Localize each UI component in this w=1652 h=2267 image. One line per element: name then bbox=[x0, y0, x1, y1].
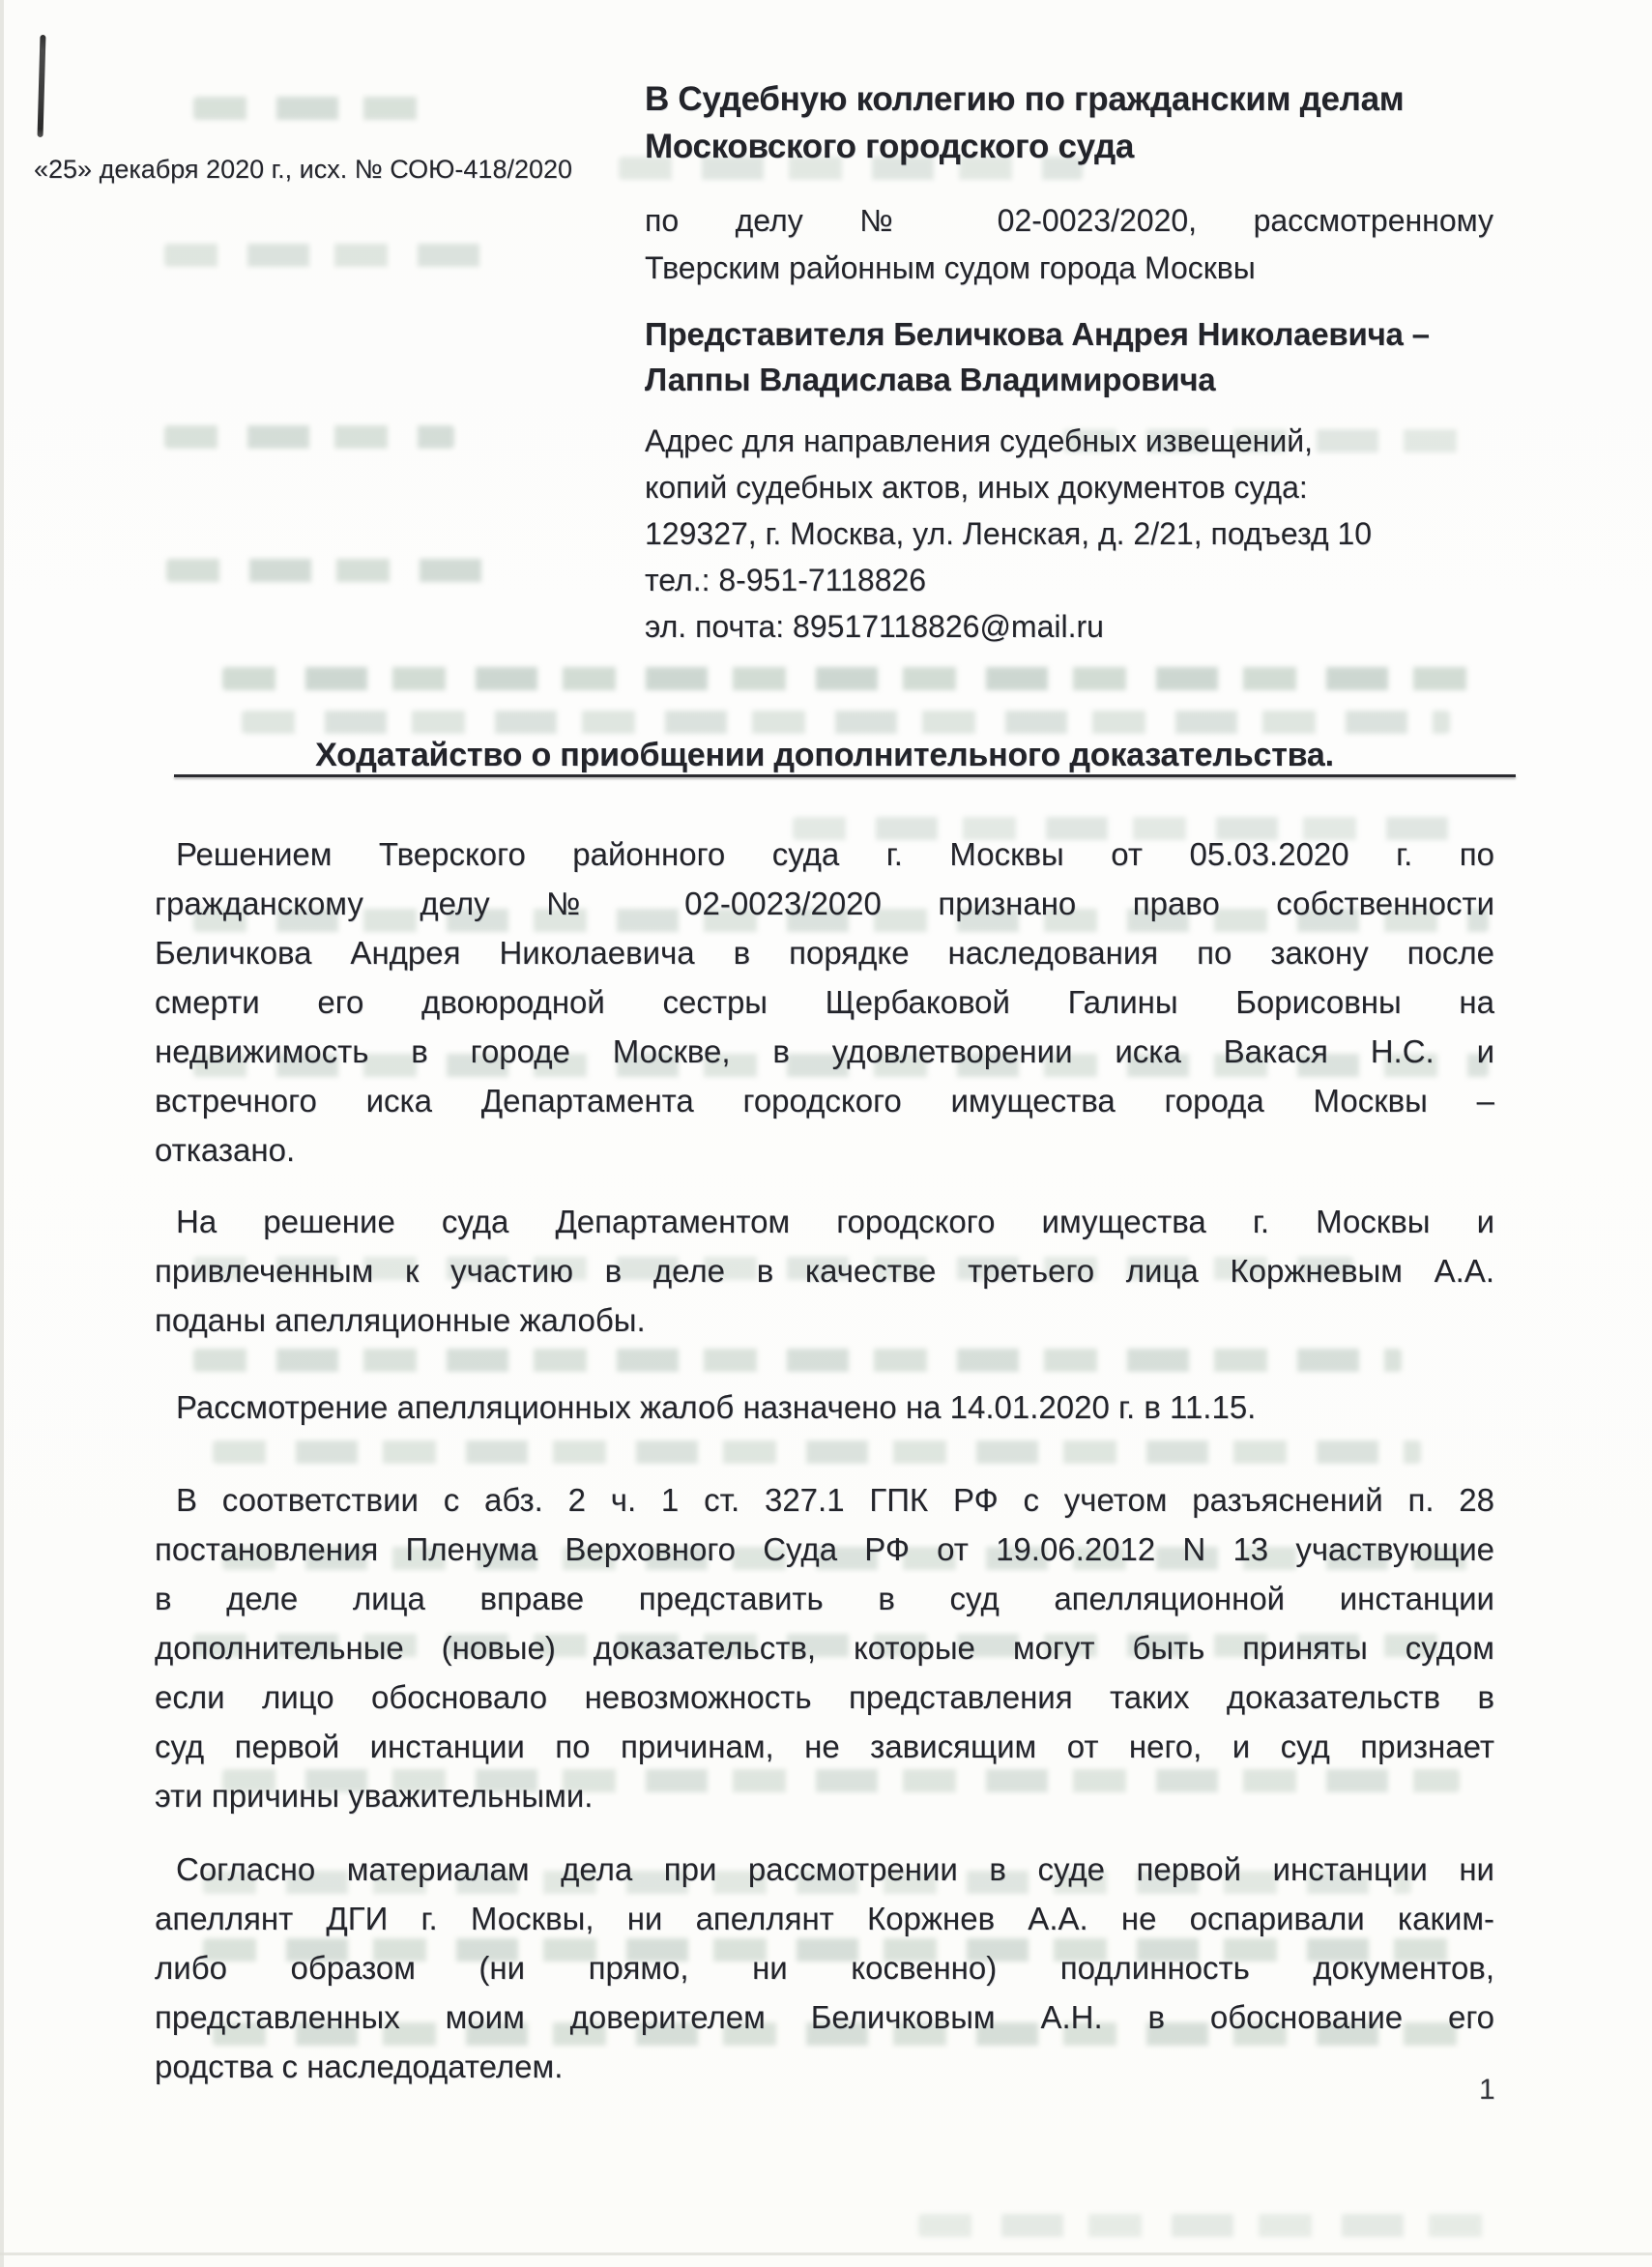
text-line: эл. почта: 89517118826@mail.ru bbox=[645, 609, 1104, 644]
bleed-through-artifact bbox=[222, 667, 1479, 690]
bleed-through-artifact bbox=[193, 97, 435, 120]
text-line: поданы апелляционные жалобы. bbox=[155, 1302, 646, 1338]
text-line: в деле лица вправе представить в суд апелляционной инстанции bbox=[155, 1581, 1494, 1616]
body-paragraph-3 bbox=[155, 1382, 1494, 1432]
text-line: апеллянт ДГИ г. Москвы, ни апеллянт Коржнев А.А. не оспаривали каким- bbox=[155, 1901, 1494, 1936]
bleed-through-artifact bbox=[193, 1349, 1402, 1372]
case-number-block bbox=[645, 197, 1493, 292]
text-line: На решение суда Департаментом городского имущества г. Москвы и bbox=[176, 1204, 1494, 1239]
body-paragraph-1 bbox=[155, 829, 1494, 1175]
bleed-through-artifact bbox=[213, 1440, 1421, 1464]
contact-details-block bbox=[645, 418, 1493, 650]
motion-title: Ходатайство о приобщении дополнительного доказательства. bbox=[315, 737, 1334, 773]
text-line: постановления Пленума Верховного Суда РФ от 19.06.2012 N 13 участвующие bbox=[155, 1531, 1494, 1567]
text-line: представленных моим доверителем Беличковым А.Н. в обоснование его bbox=[155, 1999, 1494, 2035]
bleed-through-artifact bbox=[166, 559, 505, 582]
text-line: по делу № 02-0023/2020, рассмотренному bbox=[645, 203, 1493, 238]
text-line: 129327, г. Москва, ул. Ленская, д. 2/21, подъезд 10 bbox=[645, 516, 1373, 551]
text-line: Беличкова Андрея Николаевича в порядке наследования по закону после bbox=[155, 935, 1494, 971]
body-paragraph-4 bbox=[155, 1475, 1494, 1820]
representative-block bbox=[645, 311, 1493, 402]
body-paragraph-5 bbox=[155, 1845, 1494, 2091]
text-line: эти причины уважительными. bbox=[155, 1778, 594, 1814]
text-line: недвижимость в городе Москве, в удовлетворении иска Вакася Н.С. и bbox=[155, 1033, 1494, 1069]
text-line: Представителя Беличкова Андрея Николаевича – bbox=[645, 316, 1430, 352]
text-line: копий судебных актов, иных документов суда: bbox=[645, 470, 1308, 505]
bleed-through-artifact bbox=[164, 425, 454, 449]
staple-scan-artifact bbox=[38, 35, 46, 137]
text-line: Решением Тверского районного суда г. Москвы от 05.03.2020 г. по bbox=[176, 836, 1494, 872]
text-line: Согласно материалам дела при рассмотрении в суде первой инстанции ни bbox=[176, 1851, 1494, 1887]
text-line: отказано. bbox=[155, 1132, 296, 1168]
bleed-through-artifact bbox=[242, 711, 1450, 734]
text-line: Московского городского суда bbox=[645, 128, 1135, 165]
bleed-through-artifact bbox=[164, 244, 483, 267]
text-line: В соответствии с абз. 2 ч. 1 ст. 327.1 ГПК РФ с учетом разъяснений п. 28 bbox=[176, 1482, 1494, 1518]
text-line: смерти его двоюродной сестры Щербаковой Галины Борисовны на bbox=[155, 984, 1494, 1020]
text-line: родства с наследодателем. bbox=[155, 2049, 564, 2084]
text-line: Адрес для направления судебных извещений, bbox=[645, 423, 1313, 458]
text-line: Тверским районным судом города Москвы bbox=[645, 250, 1256, 285]
text-line: тел.: 8-951-7118826 bbox=[645, 563, 927, 597]
text-line: гражданскому делу № 02-0023/2020 признано право собственности bbox=[155, 886, 1494, 921]
text-line: дополнительные (новые) доказательств, которые могут быть приняты судом bbox=[155, 1630, 1494, 1666]
text-line: либо образом (ни прямо, ни косвенно) подлинность документов, bbox=[155, 1950, 1494, 1986]
title-underline bbox=[174, 774, 1516, 777]
text-line: Рассмотрение апелляционных жалоб назначено на 14.01.2020 г. в 11.15. bbox=[176, 1389, 1257, 1425]
court-name-block bbox=[645, 75, 1493, 170]
body-paragraph-2 bbox=[155, 1197, 1494, 1345]
text-line: В Судебную коллегию по гражданским делам bbox=[645, 80, 1405, 118]
scan-left-edge bbox=[0, 0, 4, 2267]
date-reference-line: «25» декабря 2020 г., исх. № СОЮ-418/2020 bbox=[34, 155, 573, 184]
text-line: встречного иска Департамента городского имущества города Москвы – bbox=[155, 1083, 1494, 1119]
text-line: если лицо обосновало невозможность представления таких доказательств в bbox=[155, 1679, 1494, 1715]
text-line: привлеченным к участию в деле в качестве третьего лица Коржневым А.А. bbox=[155, 1253, 1494, 1289]
text-line: суд первой инстанции по причинам, не зависящим от него, и суд признает bbox=[155, 1729, 1494, 1764]
scan-bottom-edge bbox=[0, 2252, 1652, 2255]
page-number: 1 bbox=[1479, 2074, 1495, 2106]
text-line: Лаппы Владислава Владимировича bbox=[645, 362, 1216, 397]
bleed-through-artifact bbox=[918, 2214, 1498, 2237]
